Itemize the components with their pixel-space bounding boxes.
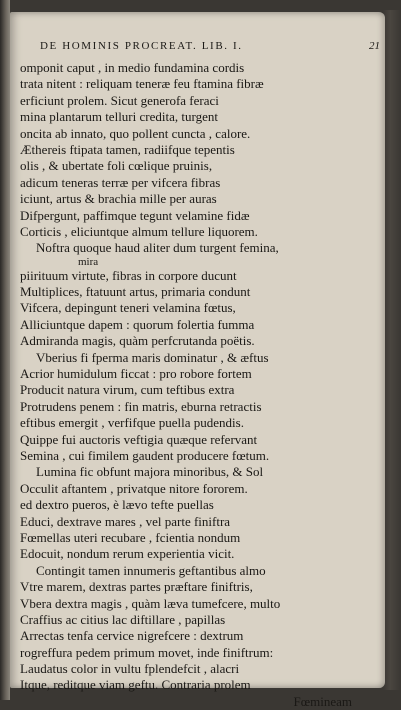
text-line: Fœmellas uteri recubare , fcientia nondum (20, 529, 241, 545)
text-line: Corticis , eliciuntque almum tellure liquorem. (20, 223, 258, 239)
text-line: Edocuit, nondum rerum experientia vicit. (20, 546, 235, 562)
text-line: Protrudens penem : fin matris, eburna retractis (20, 398, 262, 414)
book-page (10, 12, 385, 709)
text-line-continuation: mira (78, 255, 99, 268)
text-line: Vifcera, depingunt teneri velamina fœtus, (20, 300, 236, 316)
page-header (40, 40, 380, 58)
book-spine (0, 0, 10, 700)
text-line: rogreffura pedem primum movet, inde finiftrum: (20, 644, 274, 660)
text-line: Laudatus color in vultu fplendefcit , alacri (20, 661, 240, 677)
poem-text (20, 60, 372, 710)
text-line: oncita ab innato, quo pollent cuncta , calore. (20, 125, 251, 141)
text-line: Vtre marem, dextras partes præftare finiftris, (20, 579, 253, 595)
text-line: ed dextro pueros, è lævo tefte puellas (20, 497, 214, 513)
catchword: Fœmineam (293, 693, 352, 709)
text-line: Admiranda magis, quàm perfcrutanda poëtis. (20, 333, 255, 349)
text-line: olis , & ubertate foli cœlique pruinis, (20, 158, 213, 174)
text-line: Difpergunt, paffimque tegunt velamine fidæ (20, 207, 250, 223)
text-line: Vberius fi fperma maris dominatur , & æftus (36, 349, 269, 365)
text-line: Vbera dextra magis , quàm læva tumefcere, multo (20, 595, 281, 611)
text-line: Arrectas tenfa cervice nigrefcere : dextrum (20, 628, 244, 644)
text-line: Acrior humidulum ficcat : pro robore fortem (20, 366, 252, 382)
text-line: eftibus emergit , verfifque puella pudendis. (20, 415, 244, 431)
text-line: Æthereis ftipata tamen, radiifque tepentis (20, 141, 235, 157)
text-line: trata nitent : reliquam teneræ feu ftamina fibræ (20, 76, 264, 92)
text-line: Contingit tamen innumeris geftantibus almo (36, 562, 266, 578)
text-line: Producit natura virum, cum teftibus extra (20, 382, 235, 398)
running-head: DE HOMINIS PROCREAT. LIB. I. (40, 40, 243, 52)
text-line: Itque, reditque viam geftu. Contraria prolem (20, 677, 251, 693)
text-line: Quippe fui auctoris veftigia quæque refervant (20, 431, 258, 447)
text-line: Multiplices, ftatuunt artus, primaria condunt (20, 284, 251, 300)
text-line: adicum teneras terræ per vifcera fibras (20, 174, 221, 190)
page-number: 21 (369, 40, 380, 52)
text-line: Semina , cui fimilem gaudent producere fœtum. (20, 447, 270, 463)
text-line: Alliciuntque dapem : quorum folertia fumma (20, 316, 255, 332)
text-line: piirituum virtute, fibras in corpore ducunt (20, 267, 237, 283)
text-line: Educi, dextrave mares , vel parte finiftra (20, 513, 231, 529)
page-edge (383, 10, 401, 690)
text-line: Occulit aftantem , privatque nitore fororem. (20, 480, 248, 496)
text-line: omponit caput , in medio fundamina cordis (20, 60, 245, 75)
text-line: erficiunt prolem. Sicut generofa feraci (20, 92, 219, 108)
text-line: Craffius ac citius lac diftillare , papillas (20, 611, 226, 627)
text-line: Lumina fic obfunt majora minoribus, & Sol (36, 464, 264, 480)
text-line: Noftra quoque haud aliter dum turgent femina, (36, 240, 279, 256)
text-line: mina plantarum telluri credita, turgent (20, 109, 218, 125)
text-line: iciunt, artus & brachia mille per auras (20, 191, 217, 207)
